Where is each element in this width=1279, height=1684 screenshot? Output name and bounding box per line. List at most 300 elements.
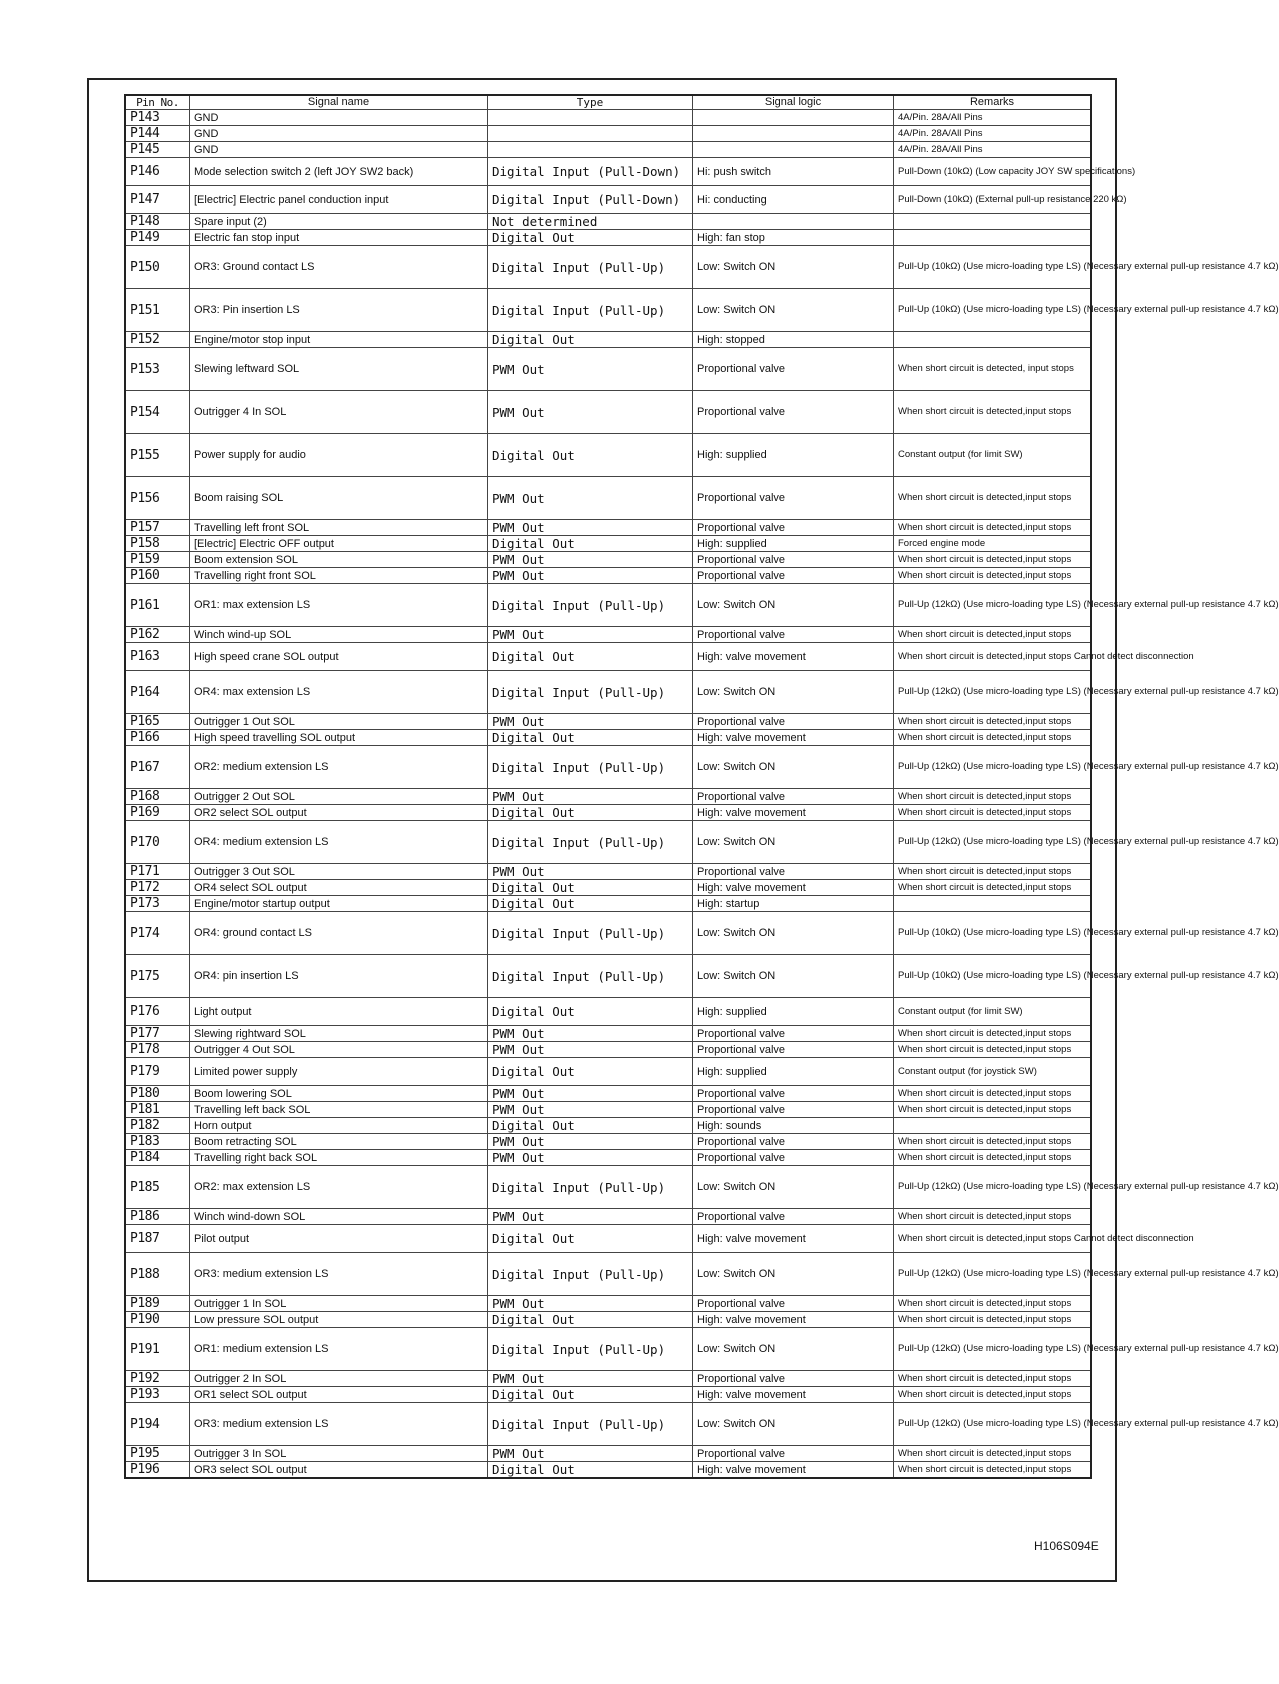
- type-cell: PWM Out: [488, 789, 693, 805]
- remarks-cell: When short circuit is detected,input stops: [894, 1446, 1092, 1462]
- pin-cell: P154: [125, 391, 190, 434]
- type-cell: PWM Out: [488, 348, 693, 391]
- type-cell: Digital Input (Pull-Up): [488, 1403, 693, 1446]
- table-row: [125, 1328, 1091, 1371]
- type-cell: PWM Out: [488, 714, 693, 730]
- signal-name-cell: Outrigger 4 Out SOL: [190, 1042, 488, 1058]
- remarks-cell: When short circuit is detected,input stops: [894, 1150, 1092, 1166]
- pin-cell: P181: [125, 1102, 190, 1118]
- signal-name-cell: OR1: max extension LS: [190, 584, 488, 627]
- type-cell: Digital Out: [488, 1387, 693, 1403]
- remarks-cell: Pull-Up (10kΩ) (Use micro-loading type LS) (Necessary external pull-up resistance 4.7 kΩ): [894, 289, 1092, 332]
- signal-logic-cell: High: valve movement: [693, 805, 894, 821]
- remarks-cell: [894, 230, 1092, 246]
- type-cell: PWM Out: [488, 1296, 693, 1312]
- document-id: H106S094E: [1034, 1539, 1099, 1553]
- signal-logic-cell: [693, 110, 894, 126]
- table-row: [125, 391, 1091, 434]
- type-cell: PWM Out: [488, 552, 693, 568]
- signal-name-cell: OR2: max extension LS: [190, 1166, 488, 1209]
- table-row: [125, 1026, 1091, 1042]
- signal-logic-cell: Low: Switch ON: [693, 1328, 894, 1371]
- type-cell: Digital Out: [488, 1312, 693, 1328]
- type-cell: PWM Out: [488, 1026, 693, 1042]
- remarks-cell: When short circuit is detected,input stops: [894, 1042, 1092, 1058]
- table-row: [125, 158, 1091, 186]
- table-row: [125, 552, 1091, 568]
- remarks-cell: When short circuit is detected,input stops: [894, 730, 1092, 746]
- signal-logic-cell: High: valve movement: [693, 1462, 894, 1479]
- type-cell: Digital Out: [488, 1058, 693, 1086]
- type-cell: Digital Input (Pull-Up): [488, 671, 693, 714]
- remarks-cell: When short circuit is detected,input stops: [894, 1387, 1092, 1403]
- signal-logic-cell: High: valve movement: [693, 730, 894, 746]
- signal-name-cell: OR4: medium extension LS: [190, 821, 488, 864]
- signal-name-cell: Outrigger 1 Out SOL: [190, 714, 488, 730]
- signal-name-cell: Slewing leftward SOL: [190, 348, 488, 391]
- pin-cell: P152: [125, 332, 190, 348]
- type-cell: PWM Out: [488, 1371, 693, 1387]
- signal-logic-cell: [693, 126, 894, 142]
- signal-logic-cell: High: supplied: [693, 998, 894, 1026]
- signal-name-cell: OR3: Pin insertion LS: [190, 289, 488, 332]
- signal-name-cell: Limited power supply: [190, 1058, 488, 1086]
- signal-name-cell: Outrigger 1 In SOL: [190, 1296, 488, 1312]
- signal-name-cell: OR4: pin insertion LS: [190, 955, 488, 998]
- signal-name-cell: OR2 select SOL output: [190, 805, 488, 821]
- signal-logic-cell: Hi: push switch: [693, 158, 894, 186]
- table-row: [125, 477, 1091, 520]
- type-cell: Digital Input (Pull-Up): [488, 289, 693, 332]
- signal-name-cell: OR3: medium extension LS: [190, 1403, 488, 1446]
- type-cell: PWM Out: [488, 1042, 693, 1058]
- remarks-cell: Pull-Up (12kΩ) (Use micro-loading type LS) (Necessary external pull-up resistance 4.7 kΩ): [894, 671, 1092, 714]
- table-row: [125, 789, 1091, 805]
- table-row: [125, 1150, 1091, 1166]
- pin-cell: P146: [125, 158, 190, 186]
- table-row: [125, 746, 1091, 789]
- remarks-cell: When short circuit is detected,input stops Cannot detect disconnection: [894, 1225, 1092, 1253]
- signal-name-cell: OR3 select SOL output: [190, 1462, 488, 1479]
- remarks-cell: When short circuit is detected,input stops: [894, 880, 1092, 896]
- remarks-cell: When short circuit is detected,input stops: [894, 714, 1092, 730]
- type-cell: Digital Out: [488, 1118, 693, 1134]
- remarks-cell: [894, 896, 1092, 912]
- signal-name-cell: Outrigger 2 Out SOL: [190, 789, 488, 805]
- signal-logic-cell: Proportional valve: [693, 627, 894, 643]
- type-cell: Not determined: [488, 214, 693, 230]
- signal-logic-cell: High: valve movement: [693, 1312, 894, 1328]
- signal-logic-cell: Low: Switch ON: [693, 821, 894, 864]
- type-cell: PWM Out: [488, 1102, 693, 1118]
- type-cell: [488, 110, 693, 126]
- type-cell: PWM Out: [488, 1134, 693, 1150]
- pin-cell: P182: [125, 1118, 190, 1134]
- signal-logic-cell: Proportional valve: [693, 477, 894, 520]
- pin-cell: P188: [125, 1253, 190, 1296]
- pin-cell: P171: [125, 864, 190, 880]
- signal-logic-cell: High: valve movement: [693, 880, 894, 896]
- type-cell: Digital Out: [488, 1462, 693, 1479]
- pin-cell: P153: [125, 348, 190, 391]
- remarks-cell: Pull-Up (12kΩ) (Use micro-loading type LS) (Necessary external pull-up resistance 4.7 kΩ): [894, 746, 1092, 789]
- remarks-cell: Constant output (for limit SW): [894, 434, 1092, 477]
- signal-logic-cell: Proportional valve: [693, 789, 894, 805]
- type-cell: PWM Out: [488, 391, 693, 434]
- table-row: [125, 1462, 1091, 1479]
- pin-cell: P145: [125, 142, 190, 158]
- table-row: [125, 1058, 1091, 1086]
- remarks-cell: 4A/Pin. 28A/All Pins: [894, 110, 1092, 126]
- type-cell: Digital Input (Pull-Up): [488, 1166, 693, 1209]
- signal-name-cell: Engine/motor startup output: [190, 896, 488, 912]
- remarks-cell: Pull-Up (12kΩ) (Use micro-loading type LS) (Necessary external pull-up resistance 4.7 kΩ): [894, 821, 1092, 864]
- type-cell: Digital Input (Pull-Up): [488, 584, 693, 627]
- type-cell: PWM Out: [488, 864, 693, 880]
- signal-logic-cell: Low: Switch ON: [693, 1253, 894, 1296]
- remarks-cell: Pull-Up (10kΩ) (Use micro-loading type LS) (Necessary external pull-up resistance 4.7 kΩ): [894, 912, 1092, 955]
- remarks-cell: Pull-Up (12kΩ) (Use micro-loading type LS) (Necessary external pull-up resistance 4.7 kΩ): [894, 1328, 1092, 1371]
- signal-name-cell: OR4: max extension LS: [190, 671, 488, 714]
- signal-logic-cell: Proportional valve: [693, 391, 894, 434]
- pin-cell: P187: [125, 1225, 190, 1253]
- remarks-cell: When short circuit is detected,input stops: [894, 1209, 1092, 1225]
- remarks-cell: Constant output (for joystick SW): [894, 1058, 1092, 1086]
- signal-name-cell: OR3: medium extension LS: [190, 1253, 488, 1296]
- pin-cell: P176: [125, 998, 190, 1026]
- pin-cell: P193: [125, 1387, 190, 1403]
- signal-name-cell: High speed travelling SOL output: [190, 730, 488, 746]
- table-row: [125, 821, 1091, 864]
- type-cell: Digital Input (Pull-Up): [488, 912, 693, 955]
- type-cell: Digital Input (Pull-Up): [488, 821, 693, 864]
- header-signal-name: Signal name: [190, 95, 488, 110]
- pin-cell: P191: [125, 1328, 190, 1371]
- pin-cell: P196: [125, 1462, 190, 1479]
- table-row: [125, 627, 1091, 643]
- remarks-cell: When short circuit is detected,input stops: [894, 1371, 1092, 1387]
- table-row: [125, 289, 1091, 332]
- signal-logic-cell: High: fan stop: [693, 230, 894, 246]
- type-cell: Digital Out: [488, 880, 693, 896]
- signal-name-cell: Slewing rightward SOL: [190, 1026, 488, 1042]
- pin-cell: P149: [125, 230, 190, 246]
- type-cell: Digital Out: [488, 1225, 693, 1253]
- signal-name-cell: OR4: ground contact LS: [190, 912, 488, 955]
- signal-name-cell: GND: [190, 126, 488, 142]
- table-row: [125, 1296, 1091, 1312]
- signal-name-cell: Winch wind-down SOL: [190, 1209, 488, 1225]
- pin-cell: P172: [125, 880, 190, 896]
- remarks-cell: Forced engine mode: [894, 536, 1092, 552]
- remarks-cell: Pull-Down (10kΩ) (Low capacity JOY SW specifications): [894, 158, 1092, 186]
- remarks-cell: When short circuit is detected,input stops: [894, 1312, 1092, 1328]
- table-row: [125, 1225, 1091, 1253]
- table-row: [125, 1253, 1091, 1296]
- type-cell: PWM Out: [488, 627, 693, 643]
- signal-logic-cell: Low: Switch ON: [693, 1166, 894, 1209]
- type-cell: PWM Out: [488, 568, 693, 584]
- signal-name-cell: OR1 select SOL output: [190, 1387, 488, 1403]
- signal-logic-cell: Hi: conducting: [693, 186, 894, 214]
- pin-cell: P155: [125, 434, 190, 477]
- signal-logic-cell: Low: Switch ON: [693, 1403, 894, 1446]
- signal-logic-cell: Proportional valve: [693, 1042, 894, 1058]
- signal-logic-cell: Proportional valve: [693, 568, 894, 584]
- signal-logic-cell: [693, 142, 894, 158]
- remarks-cell: When short circuit is detected,input stops: [894, 391, 1092, 434]
- table-row: [125, 1446, 1091, 1462]
- table-row: [125, 1403, 1091, 1446]
- signal-name-cell: Outrigger 3 In SOL: [190, 1446, 488, 1462]
- table-row: [125, 186, 1091, 214]
- pin-cell: P151: [125, 289, 190, 332]
- signal-name-cell: OR3: Ground contact LS: [190, 246, 488, 289]
- table-row: [125, 536, 1091, 552]
- signal-logic-cell: High: valve movement: [693, 1225, 894, 1253]
- pin-cell: P163: [125, 643, 190, 671]
- header-pin-no: Pin No.: [125, 95, 190, 110]
- signal-logic-cell: High: startup: [693, 896, 894, 912]
- table-row: [125, 1086, 1091, 1102]
- type-cell: [488, 126, 693, 142]
- signal-name-cell: Boom retracting SOL: [190, 1134, 488, 1150]
- table-row: [125, 1371, 1091, 1387]
- pin-cell: P185: [125, 1166, 190, 1209]
- table-row: [125, 671, 1091, 714]
- signal-logic-cell: Proportional valve: [693, 1150, 894, 1166]
- table-row: [125, 730, 1091, 746]
- remarks-cell: When short circuit is detected,input stops: [894, 552, 1092, 568]
- remarks-cell: When short circuit is detected,input stops: [894, 789, 1092, 805]
- signal-name-cell: Boom raising SOL: [190, 477, 488, 520]
- signal-logic-cell: High: stopped: [693, 332, 894, 348]
- signal-name-cell: Engine/motor stop input: [190, 332, 488, 348]
- signal-logic-cell: Low: Switch ON: [693, 289, 894, 332]
- type-cell: Digital Input (Pull-Up): [488, 1253, 693, 1296]
- remarks-cell: Pull-Up (12kΩ) (Use micro-loading type LS) (Necessary external pull-up resistance 4.7 kΩ): [894, 1166, 1092, 1209]
- pin-cell: P147: [125, 186, 190, 214]
- type-cell: Digital Out: [488, 896, 693, 912]
- remarks-cell: When short circuit is detected,input stops: [894, 1086, 1092, 1102]
- type-cell: PWM Out: [488, 477, 693, 520]
- table-row: [125, 214, 1091, 230]
- pin-cell: P158: [125, 536, 190, 552]
- signal-name-cell: Travelling right back SOL: [190, 1150, 488, 1166]
- type-cell: PWM Out: [488, 1150, 693, 1166]
- remarks-cell: Pull-Up (12kΩ) (Use micro-loading type LS) (Necessary external pull-up resistance 4.7 kΩ): [894, 584, 1092, 627]
- signal-logic-cell: Proportional valve: [693, 552, 894, 568]
- signal-logic-cell: High: supplied: [693, 1058, 894, 1086]
- pin-cell: P195: [125, 1446, 190, 1462]
- pin-cell: P156: [125, 477, 190, 520]
- pin-table: [124, 94, 1279, 1479]
- remarks-cell: When short circuit is detected,input stops: [894, 477, 1092, 520]
- signal-logic-cell: Proportional valve: [693, 1134, 894, 1150]
- remarks-cell: When short circuit is detected,input stops: [894, 1134, 1092, 1150]
- type-cell: Digital Out: [488, 230, 693, 246]
- type-cell: Digital Out: [488, 643, 693, 671]
- table-row: [125, 1387, 1091, 1403]
- signal-logic-cell: Low: Switch ON: [693, 746, 894, 789]
- type-cell: Digital Out: [488, 805, 693, 821]
- signal-name-cell: Pilot output: [190, 1225, 488, 1253]
- table-row: [125, 896, 1091, 912]
- remarks-cell: When short circuit is detected,input stops: [894, 627, 1092, 643]
- type-cell: PWM Out: [488, 520, 693, 536]
- remarks-cell: Pull-Up (12kΩ) (Use micro-loading type LS) (Necessary external pull-up resistance 4.7 kΩ): [894, 1403, 1092, 1446]
- table-row: [125, 348, 1091, 391]
- signal-logic-cell: [693, 214, 894, 230]
- table-row: [125, 584, 1091, 627]
- signal-logic-cell: Proportional valve: [693, 348, 894, 391]
- type-cell: PWM Out: [488, 1209, 693, 1225]
- signal-logic-cell: Proportional valve: [693, 1371, 894, 1387]
- signal-logic-cell: Proportional valve: [693, 1209, 894, 1225]
- pin-cell: P173: [125, 896, 190, 912]
- remarks-cell: Pull-Up (12kΩ) (Use micro-loading type LS) (Necessary external pull-up resistance 4.7 kΩ): [894, 1253, 1092, 1296]
- signal-name-cell: Horn output: [190, 1118, 488, 1134]
- pin-cell: P179: [125, 1058, 190, 1086]
- pin-cell: P159: [125, 552, 190, 568]
- signal-name-cell: Power supply for audio: [190, 434, 488, 477]
- table-row: [125, 714, 1091, 730]
- type-cell: Digital Input (Pull-Up): [488, 246, 693, 289]
- type-cell: Digital Out: [488, 730, 693, 746]
- remarks-cell: When short circuit is detected,input stops: [894, 1102, 1092, 1118]
- table-row: [125, 998, 1091, 1026]
- pin-cell: P166: [125, 730, 190, 746]
- signal-logic-cell: Low: Switch ON: [693, 955, 894, 998]
- remarks-cell: When short circuit is detected,input stops: [894, 568, 1092, 584]
- signal-name-cell: OR2: medium extension LS: [190, 746, 488, 789]
- signal-logic-cell: Proportional valve: [693, 1102, 894, 1118]
- table-row: [125, 110, 1091, 126]
- signal-logic-cell: Proportional valve: [693, 1296, 894, 1312]
- remarks-cell: When short circuit is detected,input stops: [894, 1296, 1092, 1312]
- table-row: [125, 1312, 1091, 1328]
- signal-logic-cell: Proportional valve: [693, 714, 894, 730]
- pin-cell: P144: [125, 126, 190, 142]
- header-type: Type: [488, 95, 693, 110]
- remarks-cell: [894, 332, 1092, 348]
- signal-logic-cell: High: supplied: [693, 434, 894, 477]
- pin-cell: P194: [125, 1403, 190, 1446]
- table-row: [125, 126, 1091, 142]
- remarks-cell: 4A/Pin. 28A/All Pins: [894, 142, 1092, 158]
- pin-cell: P178: [125, 1042, 190, 1058]
- table-row: [125, 230, 1091, 246]
- pin-cell: P160: [125, 568, 190, 584]
- type-cell: PWM Out: [488, 1446, 693, 1462]
- pin-cell: P189: [125, 1296, 190, 1312]
- signal-logic-cell: Low: Switch ON: [693, 246, 894, 289]
- pin-cell: P170: [125, 821, 190, 864]
- signal-logic-cell: High: valve movement: [693, 1387, 894, 1403]
- pin-cell: P183: [125, 1134, 190, 1150]
- signal-name-cell: High speed crane SOL output: [190, 643, 488, 671]
- signal-name-cell: Outrigger 4 In SOL: [190, 391, 488, 434]
- signal-name-cell: Spare input (2): [190, 214, 488, 230]
- table-row: [125, 568, 1091, 584]
- signal-logic-cell: Proportional valve: [693, 1026, 894, 1042]
- signal-name-cell: Boom extension SOL: [190, 552, 488, 568]
- type-cell: Digital Out: [488, 998, 693, 1026]
- table-body: [125, 110, 1279, 1479]
- table-row: [125, 880, 1091, 896]
- signal-name-cell: GND: [190, 142, 488, 158]
- signal-name-cell: [Electric] Electric OFF output: [190, 536, 488, 552]
- pin-cell: P174: [125, 912, 190, 955]
- signal-logic-cell: Low: Switch ON: [693, 584, 894, 627]
- pin-cell: P190: [125, 1312, 190, 1328]
- remarks-cell: Constant output (for limit SW): [894, 998, 1092, 1026]
- signal-logic-cell: Low: Switch ON: [693, 671, 894, 714]
- signal-name-cell: Outrigger 3 Out SOL: [190, 864, 488, 880]
- table-row: [125, 805, 1091, 821]
- pin-cell: P164: [125, 671, 190, 714]
- remarks-cell: When short circuit is detected,input stops: [894, 1026, 1092, 1042]
- signal-name-cell: Low pressure SOL output: [190, 1312, 488, 1328]
- signal-name-cell: Electric fan stop input: [190, 230, 488, 246]
- remarks-cell: When short circuit is detected,input stops: [894, 864, 1092, 880]
- pin-cell: P150: [125, 246, 190, 289]
- pin-cell: P157: [125, 520, 190, 536]
- table-row: [125, 1118, 1091, 1134]
- remarks-cell: Pull-Up (10kΩ) (Use micro-loading type LS) (Necessary external pull-up resistance 4.7 kΩ): [894, 246, 1092, 289]
- table-row: [125, 643, 1091, 671]
- table-row: [125, 955, 1091, 998]
- remarks-cell: When short circuit is detected, input stops: [894, 348, 1092, 391]
- pin-cell: P148: [125, 214, 190, 230]
- pin-cell: P165: [125, 714, 190, 730]
- remarks-cell: When short circuit is detected,input stops: [894, 805, 1092, 821]
- type-cell: [488, 142, 693, 158]
- type-cell: Digital Out: [488, 434, 693, 477]
- table-row: [125, 142, 1091, 158]
- pin-cell: P184: [125, 1150, 190, 1166]
- signal-name-cell: OR1: medium extension LS: [190, 1328, 488, 1371]
- table-row: [125, 912, 1091, 955]
- signal-logic-cell: High: sounds: [693, 1118, 894, 1134]
- signal-name-cell: GND: [190, 110, 488, 126]
- table-row: [125, 246, 1091, 289]
- pin-cell: P180: [125, 1086, 190, 1102]
- type-cell: Digital Input (Pull-Down): [488, 158, 693, 186]
- pin-cell: P168: [125, 789, 190, 805]
- type-cell: Digital Out: [488, 536, 693, 552]
- pin-cell: P162: [125, 627, 190, 643]
- signal-name-cell: Travelling right front SOL: [190, 568, 488, 584]
- remarks-cell: When short circuit is detected,input stops: [894, 520, 1092, 536]
- signal-name-cell: Travelling left back SOL: [190, 1102, 488, 1118]
- type-cell: PWM Out: [488, 1086, 693, 1102]
- signal-logic-cell: Proportional valve: [693, 1086, 894, 1102]
- remarks-cell: 4A/Pin. 28A/All Pins: [894, 126, 1092, 142]
- type-cell: Digital Input (Pull-Up): [488, 746, 693, 789]
- signal-name-cell: Light output: [190, 998, 488, 1026]
- type-cell: Digital Input (Pull-Up): [488, 955, 693, 998]
- pin-cell: P143: [125, 110, 190, 126]
- table-header-row: [125, 95, 1091, 110]
- pin-cell: P167: [125, 746, 190, 789]
- signal-name-cell: OR4 select SOL output: [190, 880, 488, 896]
- signal-logic-cell: Proportional valve: [693, 520, 894, 536]
- remarks-cell: [894, 1118, 1092, 1134]
- pin-cell: P177: [125, 1026, 190, 1042]
- pin-cell: P161: [125, 584, 190, 627]
- pin-cell: P175: [125, 955, 190, 998]
